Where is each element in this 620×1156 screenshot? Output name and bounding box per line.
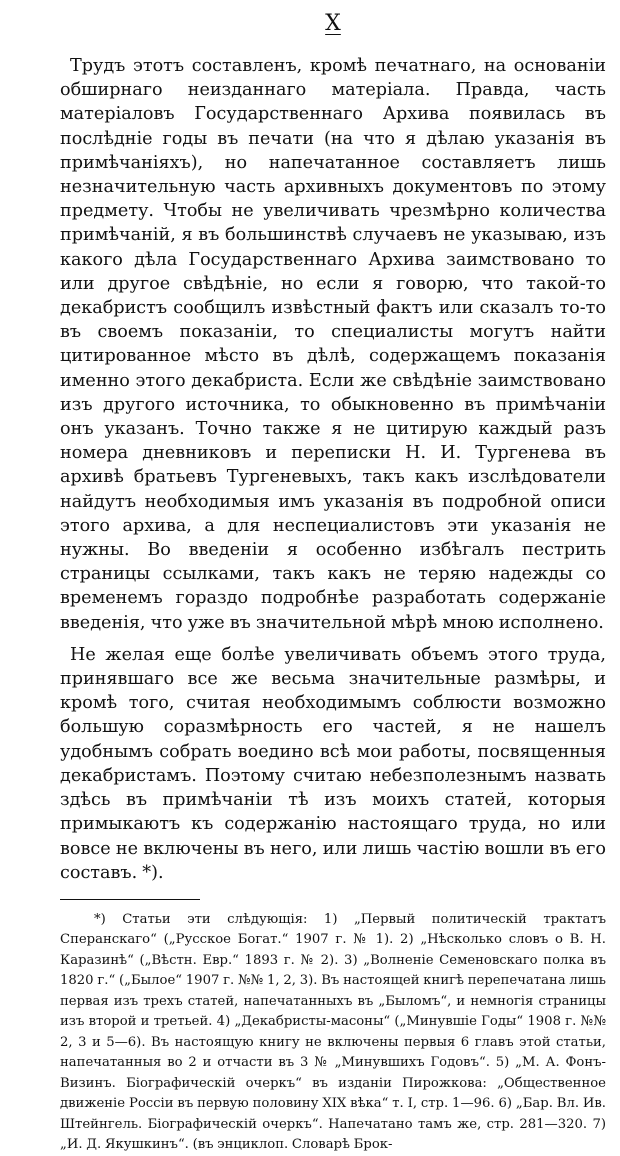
page-number: X <box>325 11 341 36</box>
book-page <box>60 10 606 1153</box>
paragraph-other-works: Не желая еще болѣе увеличивать объемъ этого труда, принявшаго все же весьма значительные размѣры, и кромѣ того, считая необходимымъ соблюсти возможно большую соразмѣрность его частей, я не нашелъ удобнымъ собрать воедино всѣ мои работы, посвященныя декабристамъ. Поэтому считаю небезполезнымъ назвать здѣсь въ примѣчаніи тѣ изъ моихъ статей, которыя примыкаютъ къ содержанію настоящаго труда, но или вовсе не включены въ него, или лишь частію вошли въ его составъ. *). <box>60 644 606 883</box>
footnote-divider <box>60 899 200 900</box>
paragraph-sources: Трудъ этотъ составленъ, кромѣ печатнаго, на основаніи обширнаго неизданнаго матеріала. Правда, часть матеріаловъ Государственнаго Архива появилась въ послѣдніе годы въ печати (на что я дѣлаю указанія въ примѣчаніяхъ), но напечатанное составляетъ лишь незначительную часть архивныхъ документовъ по этому предмету. Чтобы не увеличивать чрезмѣрно количества примѣчаній, я въ большинствѣ случаевъ не указываю, изъ какого дѣла Государственнаго Архива заимствовано то или другое свѣдѣніе, но если я говорю, что такой-то декабристъ сообщилъ извѣстный фактъ или сказалъ то-то въ своемъ показаніи, то специалисты могутъ найти цитированное мѣсто въ дѣлѣ, содержащемъ показанія именно этого декабриста. Если же свѣдѣніе заимствовано изъ другого источника, то обыкновенно въ примѣчаніи онъ указанъ. Точно также я не цитирую каждый разъ номера дневниковъ и переписки Н. И. Тургенева въ архивѣ братьевъ Тургеневыхъ, такъ какъ изслѣдователи найдутъ необходимыя имъ указанія въ подробной описи этого архива, а для неспециалистовъ эти указанія не нужны. Во введеніи я особенно избѣгалъ пестрить страницы ссылками, такъ какъ не теряю надежды со временемъ гораздо подробнѣе разработать содержаніе введенія, что уже въ значительной мѣрѣ мною исполнено. <box>60 56 606 633</box>
footnote: *) Статьи эти слѣдующія: 1) „Первый политическій трактатъ Сперанскаго“ („Русское Богат.“ 1907 г. № 1). 2) „Нѣсколько словъ о В. Н. Каразинѣ“ („Вѣстн. Евр.“ 1893 г. № 2). 3) „Волненіе Семеновскаго полка въ 1820 г.“ („Былое“ 1907 г. №№ 1, 2, 3). Въ настоящей книгѣ перепечатана лишь первая изъ трехъ статей, напечатанныхъ въ „Быломъ“, и немногія страницы изъ второй и третьей. 4) „Декабристы-масоны“ („Минувшіе Годы“ 1908 г. №№ 2, 3 и 5—6). Въ настоящую книгу не включены первыя 6 главъ этой статьи, напечатанныя во 2 и отчасти въ 3 № „Минувшихъ Годовъ“. 5) „М. А. Фонъ-Визинъ. Біографическій очеркъ“ въ изданіи Пирожкова: „Общественное движеніе Россіи въ первую половину XIX вѣка“ т. I, стр. 1—96. 6) „Бар. Вл. Ив. Штейнгель. Біографическій очеркъ“. Напечатано тамъ же, стр. 281—320. 7) „И. Д. Якушкинъ“. (въ энциклоп. Словарѣ Брок- <box>60 911 606 1153</box>
